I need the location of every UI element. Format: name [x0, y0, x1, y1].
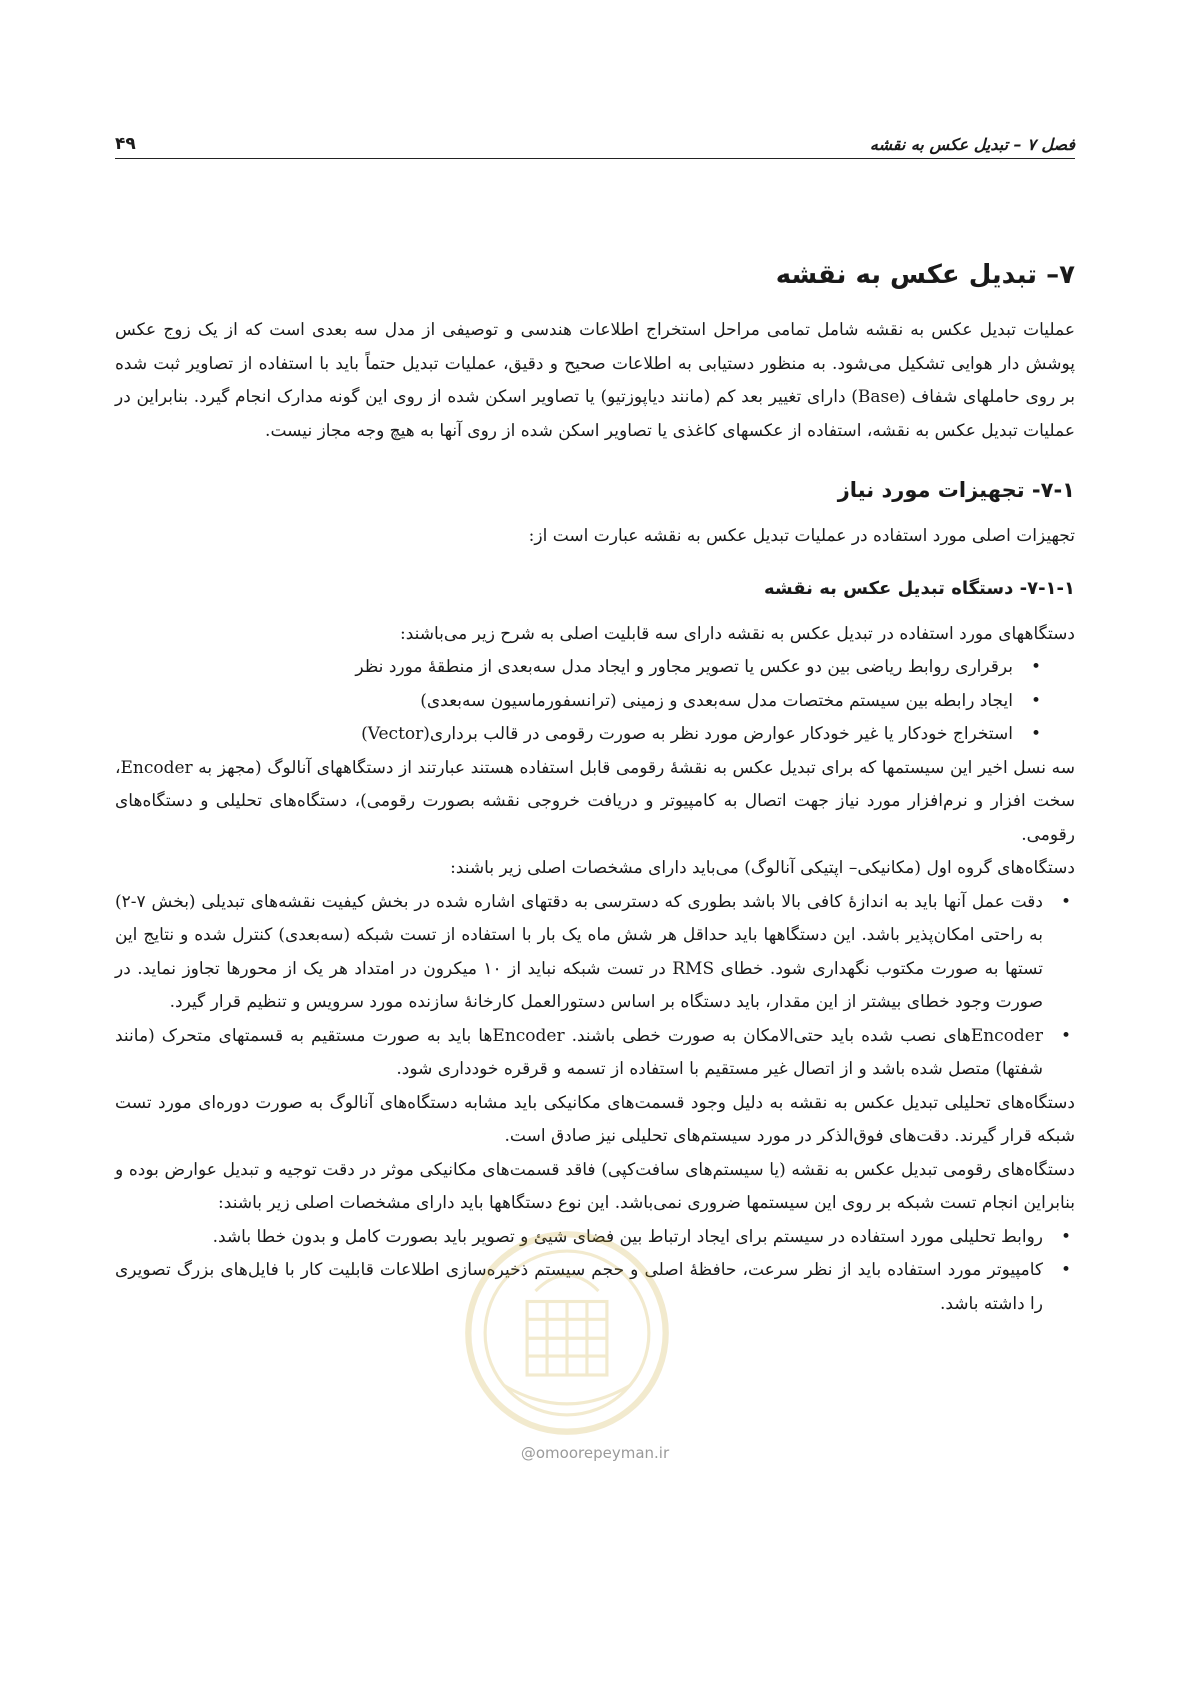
- section-heading-7-1: ۷-۱- تجهیزات مورد نیاز: [837, 478, 1075, 502]
- analytical-paragraph: دستگاه‌های تحلیلی تبدیل عکس به نقشه به دلیل وجود قسمت‌های مکانیکی باید مشابه دستگاه‌های آنالوگ به صورت دوره‌ای مورد تست شبکه قرار گیرند. دقت‌های فوق‌الذکر در مورد سیستم‌های تحلیلی نیز صادق است.: [115, 1092, 1075, 1146]
- group1-list: [115, 886, 1075, 1087]
- section-7-paragraph: عملیات تبدیل عکس به نقشه شامل تمامی مراحل استخراج اطلاعات هندسی و توصیفی از مدل سه بعدی است که از یک زوج عکس پوشش دار هوایی تشکیل می‌شود. به منظور دستیابی به اطلاعات صحیح و دقیق، عملیات تبدیل حتماً باید با استفاده از تصاویر ثبت شده بر روی حاملهای شفاف (Base) دارای تغییر بعد کم (مانند دیاپوزتیو) یا تصاویر اسکن شده از روی این گونه مدارک انجام گیرد. بنابراین در عملیات تبدیل عکس به نقشه، استفاده از عکسهای کاغذی یا تصاویر اسکن شده از روی آنها به هیچ وجه مجاز نیست.: [115, 320, 1075, 441]
- list-item: • دقت عمل آنها باید به اندازهٔ کافی بالا باشد بطوری که دسترسی به دقتهای اشاره شده در بخش کیفیت نقشه‌های تبدیلی (بخش ۷-۲) به راحتی امکان‌پذیر باشد. این دستگاهها باید حداقل هر شش ماه یک بار با استفاده از تست شبکه (سه‌بعدی) کنترل شده و نتایج این تستها به صورت مکتوب نگهداری شود. خطای RMS در تست شبکه نباید از ۱۰ میکرون در امتداد هر یک از محورها تجاوز نماید. در صورت وجود خطای بیشتر از این مقدار، باید دستگاه بر اساس دستورالعمل کارخانهٔ سازنده مورد سرویس و تنظیم قرار گیرد.: [115, 886, 1075, 1020]
- page-number: ۴۹: [115, 134, 136, 154]
- section-7-1-paragraph: تجهیزات اصلی مورد استفاده در عملیات تبدیل عکس به نقشه عبارت است از:: [528, 526, 1075, 546]
- chapter-title: فصل ۷ – تبدیل عکس به نقشه: [869, 135, 1075, 154]
- digital-paragraph: دستگاه‌های رقومی تبدیل عکس به نقشه (یا سیستم‌های سافت‌کپی) فاقد قسمت‌های مکانیکی موثر در دقت توجیه و تبدیل عوارض بوده و بنابراین انجام تست شبکه بر روی این سیستمها ضروری نمی‌باشد. این نوع دستگاهها باید دارای مشخصات اصلی زیر باشند:: [115, 1159, 1075, 1213]
- list-item: • استخراج خودکار یا غیر خودکار عوارض مورد نظر به صورت رقومی در قالب برداری(Vector): [115, 718, 1045, 752]
- watermark-url: @omoorepeyman.ir: [520, 1444, 670, 1462]
- list-item: • ایجاد رابطه بین سیستم مختصات مدل سه‌بعدی و زمینی (ترانسفورماسیون سه‌بعدی): [115, 685, 1045, 719]
- section-heading-7-1-1: ۷-۱-۱- دستگاه تبدیل عکس به نقشه: [763, 577, 1075, 599]
- list-item: • Encoderهای نصب شده باید حتی‌الامکان به صورت خطی باشند. Encoderها باید به صورت مستقیم به قسمتهای متحرک (مانند شفتها) متصل شده باشد و از اتصال غیر مستقیم با استفاده از تسمه و قرقره خودداری شود.: [115, 1020, 1075, 1087]
- running-header: [115, 124, 1075, 159]
- capabilities-intro: دستگاههای مورد استفاده در تبدیل عکس به نقشه دارای سه قابلیت اصلی به شرح زیر می‌باشند:: [399, 623, 1075, 644]
- generations-paragraph: سه نسل اخیر این سیستمها که برای تبدیل عکس به نقشهٔ رقومی قابل استفاده هستند عبارتند از دستگاههای آنالوگ (مجهز به Encoder، سخت افزار و نرم‌افزار مورد نیاز جهت اتصال به کامپیوتر و دریافت خروجی نقشه بصورت رقومی)، دستگاه‌های تحلیلی و دستگاه‌های رقومی.: [115, 757, 1075, 845]
- group1-intro: دستگاه‌های گروه اول (مکانیکی– اپتیکی آنالوگ) می‌باید دارای مشخصات اصلی زیر باشند:: [450, 858, 1075, 878]
- section-heading-7: ۷– تبدیل عکس به نقشه: [775, 260, 1075, 290]
- list-item: • روابط تحلیلی مورد استفاده در سیستم برای ایجاد ارتباط بین فضای شیئ و تصویر باید بصورت کامل و بدون خطا باشد.: [115, 1221, 1075, 1255]
- capabilities-list: [115, 651, 1075, 752]
- list-item: • کامپیوتر مورد استفاده باید از نظر سرعت، حافظهٔ اصلی و حجم سیستم ذخیره‌سازی اطلاعات قابلیت کار با فایل‌های بزرگ تصویری را داشته باشد.: [115, 1254, 1075, 1321]
- main-content: [115, 258, 1075, 1321]
- watermark-seal-icon: [462, 1228, 672, 1438]
- list-item: • برقراری روابط ریاضی بین دو عکس یا تصویر مجاور و ایجاد مدل سه‌بعدی از منطقهٔ مورد نظر: [115, 651, 1045, 685]
